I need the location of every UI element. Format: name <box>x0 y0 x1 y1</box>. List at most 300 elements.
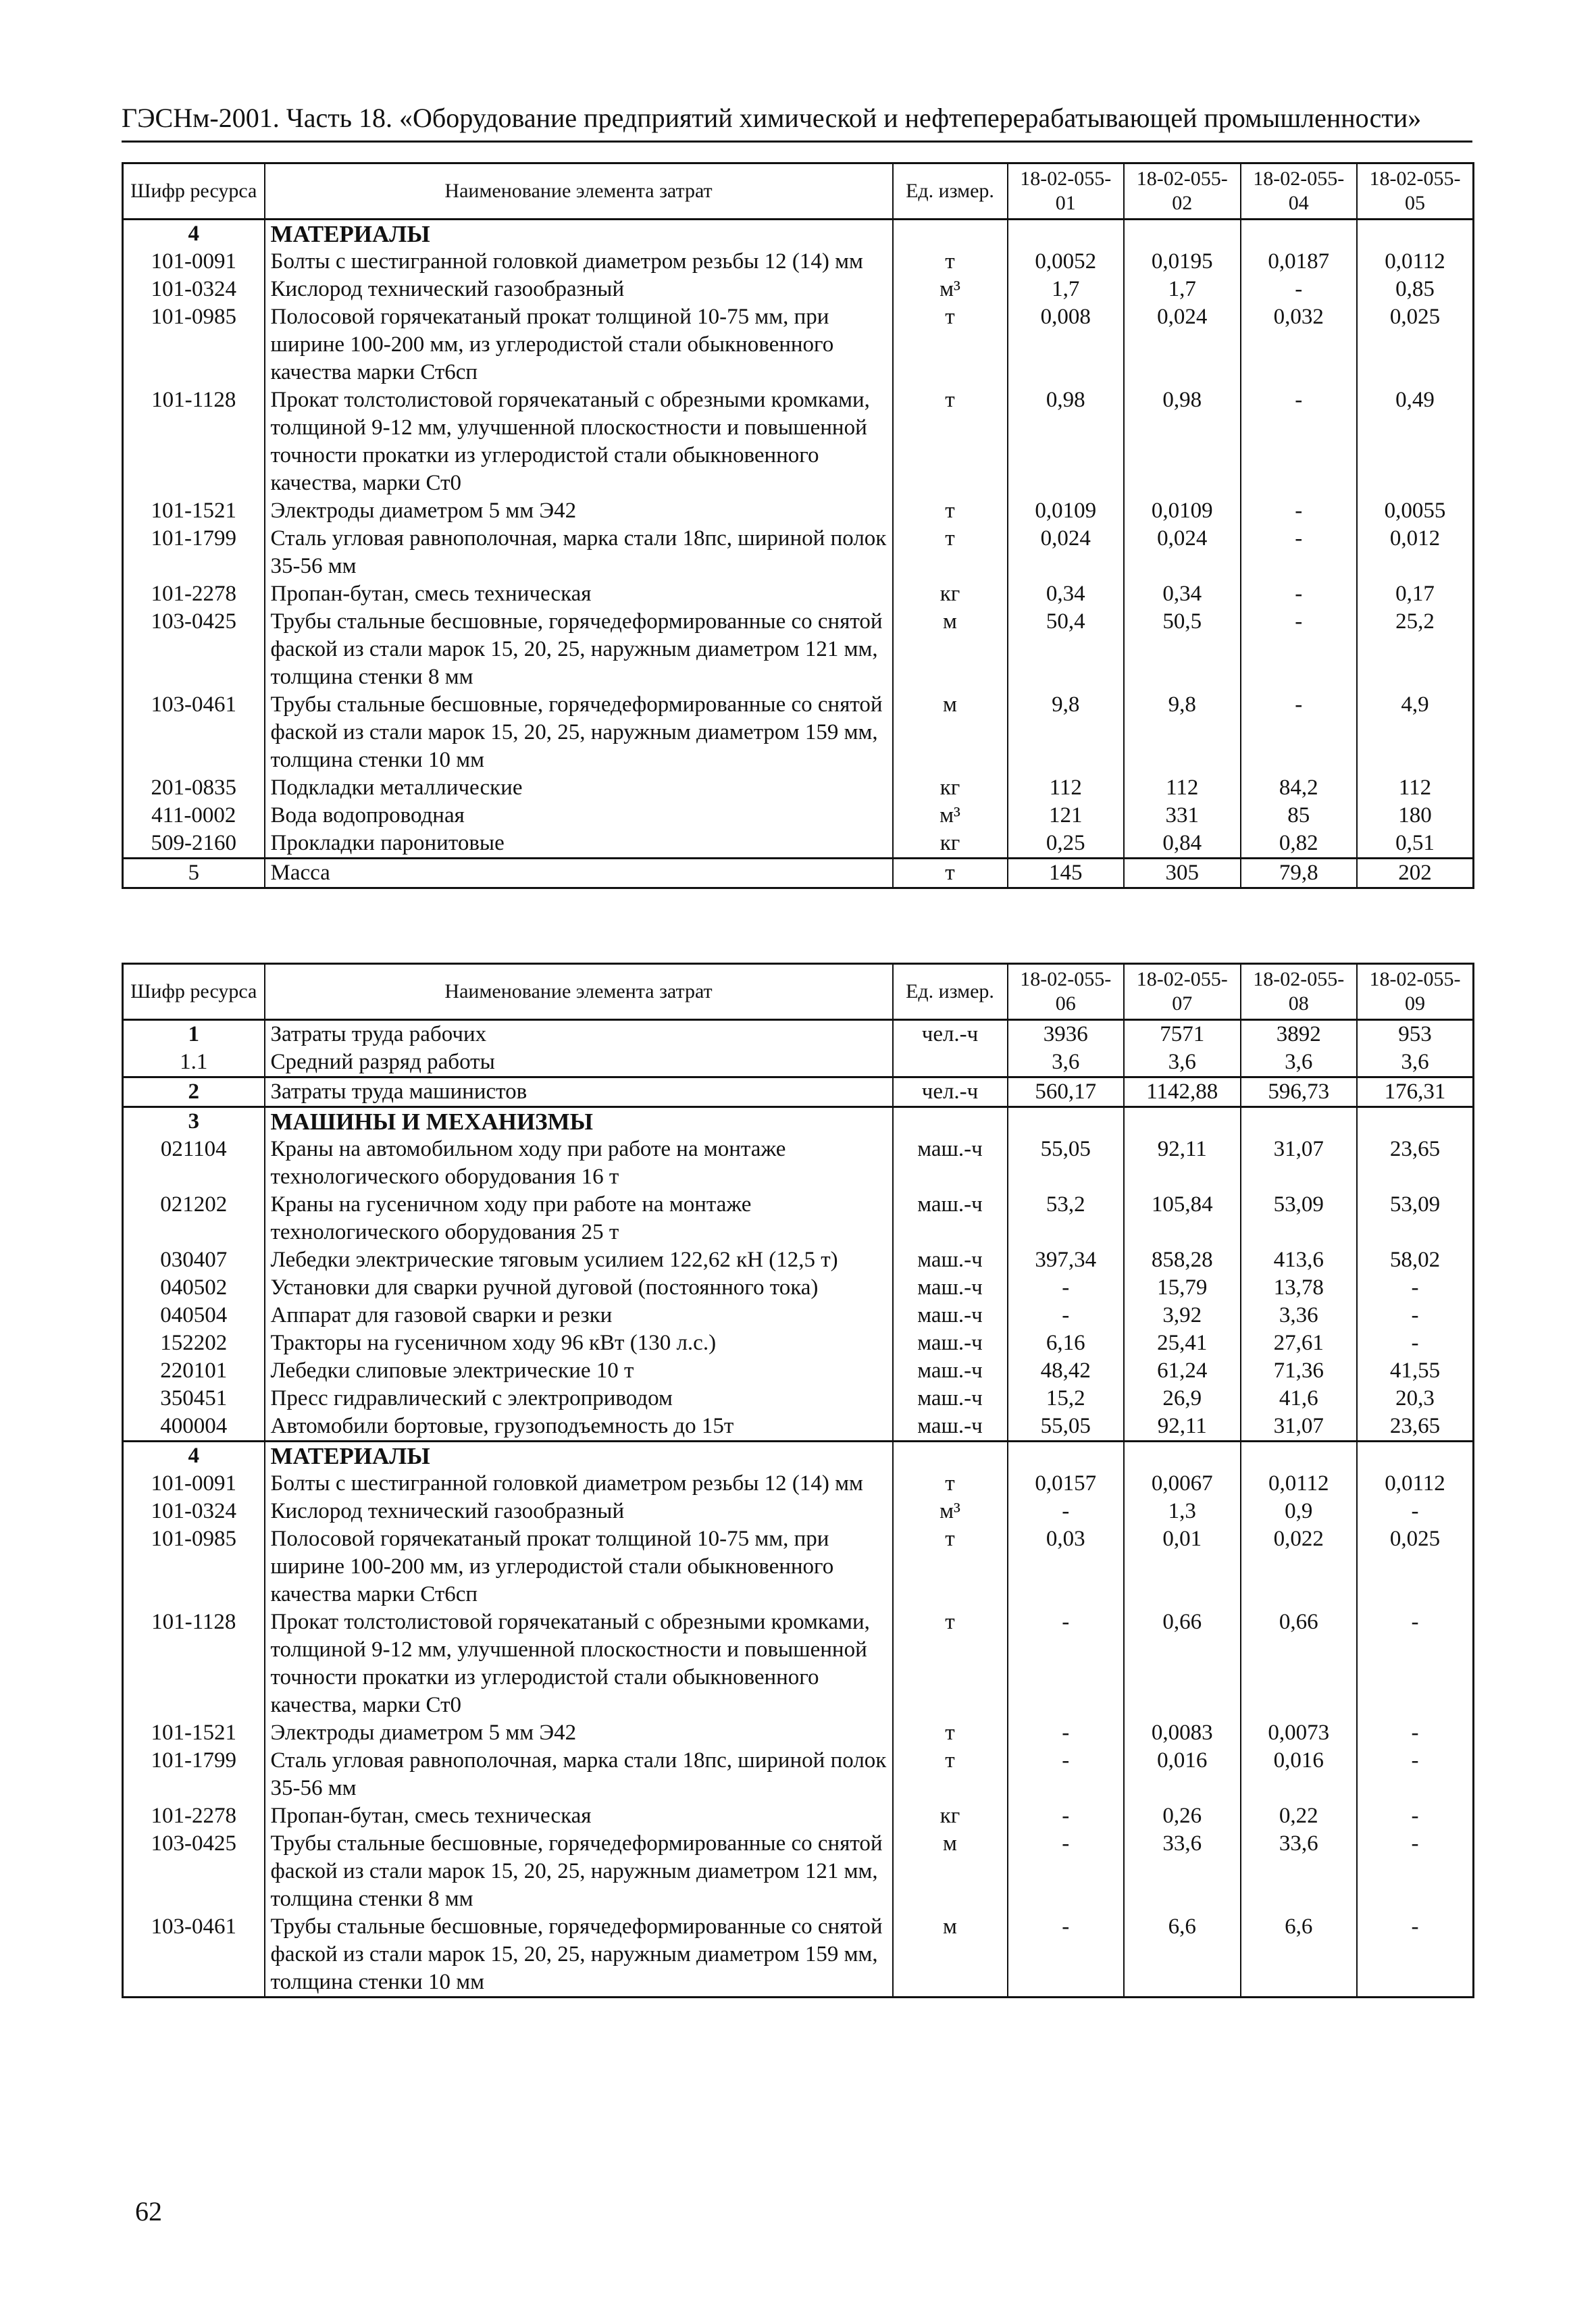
table-row <box>123 859 1474 888</box>
resource-code-cell: 101-2278 <box>123 580 265 608</box>
value-cell: 27,61 <box>1241 1329 1358 1357</box>
cost-element-name-cell: Полосовой горячекатаный прокат толщиной 10-75 мм, при ширине 100-200 мм, из углеродистой стали обыкновенного качества марки Ст6сп <box>265 303 893 386</box>
value-cell: 0,34 <box>1124 580 1241 608</box>
unit-cell <box>893 1107 1008 1136</box>
resource-code-cell: 411-0002 <box>123 802 265 830</box>
resource-code-cell: 350451 <box>123 1385 265 1413</box>
value-cell: 25,2 <box>1357 608 1474 691</box>
unit-cell: маш.-ч <box>893 1413 1008 1442</box>
value-cell <box>1241 1442 1358 1471</box>
value-cell: - <box>1357 1802 1474 1830</box>
cost-element-name-cell: Сталь угловая равнополочная, марка стали 18пс, шириной полок 35-56 мм <box>265 1747 893 1802</box>
value-cell: 0,024 <box>1124 303 1241 386</box>
table-1-header <box>123 163 1474 220</box>
resource-code-cell: 2 <box>123 1077 265 1107</box>
cost-element-name-cell: Болты с шестигранной головкой диаметром резьбы 12 (14) мм <box>265 248 893 276</box>
resource-code-cell: 101-1799 <box>123 1747 265 1802</box>
cost-element-name-cell: Прокладки паронитовые <box>265 830 893 859</box>
table-row <box>123 1357 1474 1385</box>
value-cell: - <box>1241 276 1358 303</box>
value-cell: 0,0067 <box>1124 1470 1241 1498</box>
cost-element-name-cell: Подкладки металлические <box>265 774 893 802</box>
unit-cell: т <box>893 525 1008 580</box>
value-cell: 0,98 <box>1124 386 1241 497</box>
cost-element-name-cell: Трубы стальные бесшовные, горячедеформированные со снятой фаской из стали марок 15, 20, 25, наружным диаметром 159 мм, толщина стенки 10 мм <box>265 1913 893 1998</box>
table-row <box>123 1020 1474 1049</box>
value-cell: 0,0052 <box>1008 248 1125 276</box>
cost-element-name-cell: Прокат толстолистовой горячекатаный с обрезными кромками, толщиной 9-12 мм, улучшенной плоскостности и повышенной точности прокатки из углеродистой стали обыкновенного качества, марки Ст0 <box>265 1608 893 1719</box>
table-row <box>123 497 1474 525</box>
value-cell: 3,6 <box>1124 1048 1241 1077</box>
page-header-title: ГЭСНм-2001. Часть 18. «Оборудование предприятий химической и нефтеперерабатывающей промышленности» <box>122 103 1422 133</box>
table-row <box>123 1470 1474 1498</box>
unit-cell: чел.-ч <box>893 1020 1008 1049</box>
resource-code-cell: 1.1 <box>123 1048 265 1077</box>
table-row <box>123 1525 1474 1608</box>
value-cell: 1,3 <box>1124 1498 1241 1525</box>
value-cell: - <box>1357 1274 1474 1302</box>
cost-element-name-cell: Трубы стальные бесшовные, горячедеформированные со снятой фаской из стали марок 15, 20, 25, наружным диаметром 121 мм, толщина стенки 8 мм <box>265 608 893 691</box>
column-header: 18-02-055-07 <box>1124 964 1241 1020</box>
value-cell: - <box>1008 1747 1125 1802</box>
unit-cell: кг <box>893 830 1008 859</box>
cost-element-name-cell: Болты с шестигранной головкой диаметром резьбы 12 (14) мм <box>265 1470 893 1498</box>
value-cell: 202 <box>1357 859 1474 888</box>
value-cell: 305 <box>1124 859 1241 888</box>
unit-cell: маш.-ч <box>893 1357 1008 1385</box>
value-cell: 0,0109 <box>1008 497 1125 525</box>
value-cell: - <box>1357 1329 1474 1357</box>
value-cell: 0,0109 <box>1124 497 1241 525</box>
value-cell: 1142,88 <box>1124 1077 1241 1107</box>
value-cell: 50,4 <box>1008 608 1125 691</box>
column-header: 18-02-055-05 <box>1357 163 1474 220</box>
value-cell: 55,05 <box>1008 1136 1125 1191</box>
cost-element-name-cell: Сталь угловая равнополочная, марка стали 18пс, шириной полок 35-56 мм <box>265 525 893 580</box>
value-cell: 3,6 <box>1357 1048 1474 1077</box>
value-cell <box>1357 1442 1474 1471</box>
table-row <box>123 248 1474 276</box>
value-cell: 560,17 <box>1008 1077 1125 1107</box>
value-cell: 180 <box>1357 802 1474 830</box>
resource-code-cell: 101-0985 <box>123 303 265 386</box>
table-row <box>123 1246 1474 1274</box>
resource-code-cell: 4 <box>123 1442 265 1471</box>
unit-cell: чел.-ч <box>893 1077 1008 1107</box>
resource-code-cell: 201-0835 <box>123 774 265 802</box>
table-row <box>123 1802 1474 1830</box>
resource-code-cell: 101-2278 <box>123 1802 265 1830</box>
value-cell: 0,25 <box>1008 830 1125 859</box>
table-row <box>123 1413 1474 1442</box>
table-row <box>123 1048 1474 1077</box>
value-cell: 0,016 <box>1241 1747 1358 1802</box>
value-cell: 92,11 <box>1124 1136 1241 1191</box>
unit-cell: маш.-ч <box>893 1302 1008 1329</box>
value-cell: 7571 <box>1124 1020 1241 1049</box>
value-cell: 121 <box>1008 802 1125 830</box>
value-cell: 79,8 <box>1241 859 1358 888</box>
unit-cell: маш.-ч <box>893 1246 1008 1274</box>
table-1-body <box>123 220 1474 888</box>
value-cell: 0,012 <box>1357 525 1474 580</box>
resource-code-cell: 101-0324 <box>123 276 265 303</box>
value-cell: 1,7 <box>1124 276 1241 303</box>
header-rule <box>122 141 1472 143</box>
resource-code-cell: 103-0425 <box>123 1830 265 1913</box>
unit-cell: т <box>893 1747 1008 1802</box>
table-row <box>123 1077 1474 1107</box>
column-header: Наименование элемента затрат <box>265 964 893 1020</box>
resource-code-cell: 400004 <box>123 1413 265 1442</box>
table-row <box>123 580 1474 608</box>
value-cell: - <box>1008 1274 1125 1302</box>
cost-element-name-cell: Затраты труда машинистов <box>265 1077 893 1107</box>
resource-code-cell: 103-0461 <box>123 691 265 774</box>
value-cell: 9,8 <box>1124 691 1241 774</box>
unit-cell: т <box>893 859 1008 888</box>
value-cell: 3892 <box>1241 1020 1358 1049</box>
value-cell: 0,01 <box>1124 1525 1241 1608</box>
resource-code-cell: 101-1799 <box>123 525 265 580</box>
value-cell: 0,66 <box>1241 1608 1358 1719</box>
value-cell: 0,024 <box>1008 525 1125 580</box>
value-cell <box>1124 1442 1241 1471</box>
cost-element-name-cell: Вода водопроводная <box>265 802 893 830</box>
table-row <box>123 1274 1474 1302</box>
cost-element-name-cell: Затраты труда рабочих <box>265 1020 893 1049</box>
value-cell: 3,92 <box>1124 1302 1241 1329</box>
value-cell: - <box>1008 1302 1125 1329</box>
unit-cell <box>893 1442 1008 1471</box>
value-cell: 0,032 <box>1241 303 1358 386</box>
table-row <box>123 1191 1474 1246</box>
resource-code-cell: 103-0461 <box>123 1913 265 1998</box>
value-cell: 0,024 <box>1124 525 1241 580</box>
unit-cell: м³ <box>893 276 1008 303</box>
unit-cell: т <box>893 1719 1008 1747</box>
cost-element-name-cell: Автомобили бортовые, грузоподъемность до 15т <box>265 1413 893 1442</box>
value-cell: 3,6 <box>1241 1048 1358 1077</box>
table-row <box>123 830 1474 859</box>
value-cell: 0,84 <box>1124 830 1241 859</box>
value-cell: - <box>1008 1498 1125 1525</box>
cost-element-name-cell: Полосовой горячекатаный прокат толщиной 10-75 мм, при ширине 100-200 мм, из углеродистой стали обыкновенного качества марки Ст6сп <box>265 1525 893 1608</box>
value-cell: - <box>1357 1830 1474 1913</box>
column-header: Ед. измер. <box>893 964 1008 1020</box>
value-cell: 4,9 <box>1357 691 1474 774</box>
resource-table-2 <box>122 963 1474 1998</box>
value-cell: - <box>1357 1498 1474 1525</box>
cost-element-name-cell: Установки для сварки ручной дуговой (постоянного тока) <box>265 1274 893 1302</box>
value-cell: 0,26 <box>1124 1802 1241 1830</box>
table-row <box>123 1442 1474 1471</box>
value-cell: 176,31 <box>1357 1077 1474 1107</box>
value-cell: 0,34 <box>1008 580 1125 608</box>
value-cell: 31,07 <box>1241 1136 1358 1191</box>
value-cell: 0,03 <box>1008 1525 1125 1608</box>
resource-code-cell: 101-1521 <box>123 1719 265 1747</box>
unit-cell: м <box>893 1830 1008 1913</box>
unit-cell: м³ <box>893 1498 1008 1525</box>
value-cell: 1,7 <box>1008 276 1125 303</box>
value-cell: 0,0112 <box>1357 1470 1474 1498</box>
value-cell: - <box>1008 1608 1125 1719</box>
value-cell <box>1357 1107 1474 1136</box>
table-row <box>123 691 1474 774</box>
value-cell: 6,6 <box>1241 1913 1358 1998</box>
value-cell: 0,022 <box>1241 1525 1358 1608</box>
unit-cell: маш.-ч <box>893 1136 1008 1191</box>
value-cell: - <box>1008 1913 1125 1998</box>
column-header: Наименование элемента затрат <box>265 163 893 220</box>
cost-element-name-cell: Пропан-бутан, смесь техническая <box>265 580 893 608</box>
value-cell: - <box>1008 1830 1125 1913</box>
value-cell: 0,025 <box>1357 303 1474 386</box>
value-cell <box>1241 1107 1358 1136</box>
table-row <box>123 525 1474 580</box>
value-cell: 48,42 <box>1008 1357 1125 1385</box>
value-cell: 0,0112 <box>1357 248 1474 276</box>
value-cell: 55,05 <box>1008 1413 1125 1442</box>
value-cell: 0,51 <box>1357 830 1474 859</box>
table-row <box>123 774 1474 802</box>
value-cell <box>1241 220 1358 249</box>
column-header: 18-02-055-09 <box>1357 964 1474 1020</box>
resource-code-cell: 101-1128 <box>123 1608 265 1719</box>
value-cell: 3936 <box>1008 1020 1125 1049</box>
table-row <box>123 1136 1474 1191</box>
cost-element-name-cell: Трубы стальные бесшовные, горячедеформированные со снятой фаской из стали марок 15, 20, 25, наружным диаметром 159 мм, толщина стенки 10 мм <box>265 691 893 774</box>
unit-cell <box>893 1048 1008 1077</box>
value-cell: 0,85 <box>1357 276 1474 303</box>
column-header: Шифр ресурса <box>123 163 265 220</box>
value-cell: 0,0083 <box>1124 1719 1241 1747</box>
value-cell: 0,49 <box>1357 386 1474 497</box>
value-cell: - <box>1357 1608 1474 1719</box>
unit-cell: кг <box>893 774 1008 802</box>
value-cell: 23,65 <box>1357 1136 1474 1191</box>
resource-code-cell: 4 <box>123 220 265 249</box>
value-cell: 0,0112 <box>1241 1470 1358 1498</box>
value-cell: 41,6 <box>1241 1385 1358 1413</box>
value-cell: 3,36 <box>1241 1302 1358 1329</box>
cost-element-name-cell: МАШИНЫ И МЕХАНИЗМЫ <box>265 1107 893 1136</box>
column-header: Ед. измер. <box>893 163 1008 220</box>
resource-code-cell: 101-1521 <box>123 497 265 525</box>
value-cell: - <box>1357 1913 1474 1998</box>
value-cell: - <box>1241 525 1358 580</box>
table-2-header <box>123 964 1474 1020</box>
value-cell: 15,2 <box>1008 1385 1125 1413</box>
value-cell: - <box>1008 1719 1125 1747</box>
value-cell: 61,24 <box>1124 1357 1241 1385</box>
value-cell: 397,34 <box>1008 1246 1125 1274</box>
value-cell: 23,65 <box>1357 1413 1474 1442</box>
value-cell: - <box>1241 691 1358 774</box>
value-cell: 0,82 <box>1241 830 1358 859</box>
table-row <box>123 303 1474 386</box>
column-header: 18-02-055-08 <box>1241 964 1358 1020</box>
table-2-body <box>123 1020 1474 1998</box>
unit-cell: т <box>893 386 1008 497</box>
unit-cell: т <box>893 1470 1008 1498</box>
value-cell: 0,66 <box>1124 1608 1241 1719</box>
unit-cell: маш.-ч <box>893 1191 1008 1246</box>
value-cell: - <box>1241 497 1358 525</box>
resource-code-cell: 021202 <box>123 1191 265 1246</box>
value-cell: 33,6 <box>1241 1830 1358 1913</box>
table-row <box>123 1385 1474 1413</box>
cost-element-name-cell: Электроды диаметром 5 мм Э42 <box>265 1719 893 1747</box>
column-header: 18-02-055-04 <box>1241 163 1358 220</box>
value-cell: 0,008 <box>1008 303 1125 386</box>
value-cell: 0,17 <box>1357 580 1474 608</box>
cost-element-name-cell: Трубы стальные бесшовные, горячедеформированные со снятой фаской из стали марок 15, 20, 25, наружным диаметром 121 мм, толщина стенки 8 мм <box>265 1830 893 1913</box>
resource-code-cell: 040502 <box>123 1274 265 1302</box>
value-cell <box>1124 1107 1241 1136</box>
value-cell: 331 <box>1124 802 1241 830</box>
value-cell: 85 <box>1241 802 1358 830</box>
column-header: Шифр ресурса <box>123 964 265 1020</box>
table-row <box>123 1719 1474 1747</box>
resource-table-1 <box>122 162 1474 889</box>
unit-cell: т <box>893 1608 1008 1719</box>
cost-element-name-cell: Пропан-бутан, смесь техническая <box>265 1802 893 1830</box>
unit-cell: маш.-ч <box>893 1329 1008 1357</box>
unit-cell: кг <box>893 580 1008 608</box>
unit-cell: маш.-ч <box>893 1385 1008 1413</box>
value-cell: 9,8 <box>1008 691 1125 774</box>
value-cell: 0,0187 <box>1241 248 1358 276</box>
value-cell: - <box>1357 1719 1474 1747</box>
value-cell: 26,9 <box>1124 1385 1241 1413</box>
cost-element-name-cell: Лебедки электрические тяговым усилием 122,62 кН (12,5 т) <box>265 1246 893 1274</box>
value-cell: - <box>1241 386 1358 497</box>
value-cell: 53,09 <box>1357 1191 1474 1246</box>
cost-element-name-cell: Кислород технический газообразный <box>265 1498 893 1525</box>
value-cell: 58,02 <box>1357 1246 1474 1274</box>
value-cell: 596,73 <box>1241 1077 1358 1107</box>
column-header: 18-02-055-06 <box>1008 964 1125 1020</box>
value-cell: 0,0073 <box>1241 1719 1358 1747</box>
table-row <box>123 1107 1474 1136</box>
cost-element-name-cell: Прокат толстолистовой горячекатаный с обрезными кромками, толщиной 9-12 мм, улучшенной плоскостности и повышенной точности прокатки из углеродистой стали обыкновенного качества, марки Ст0 <box>265 386 893 497</box>
value-cell: 53,09 <box>1241 1191 1358 1246</box>
value-cell: 84,2 <box>1241 774 1358 802</box>
table-row <box>123 1913 1474 1998</box>
cost-element-name-cell: Масса <box>265 859 893 888</box>
unit-cell: м <box>893 691 1008 774</box>
value-cell <box>1008 1107 1125 1136</box>
value-cell: 15,79 <box>1124 1274 1241 1302</box>
unit-cell: м <box>893 1913 1008 1998</box>
value-cell: 31,07 <box>1241 1413 1358 1442</box>
value-cell: 112 <box>1357 774 1474 802</box>
value-cell: - <box>1357 1302 1474 1329</box>
unit-cell: т <box>893 303 1008 386</box>
value-cell <box>1124 220 1241 249</box>
resource-code-cell: 101-0985 <box>123 1525 265 1608</box>
value-cell: 858,28 <box>1124 1246 1241 1274</box>
cost-element-name-cell: МАТЕРИАЛЫ <box>265 1442 893 1471</box>
value-cell: 6,6 <box>1124 1913 1241 1998</box>
value-cell: 6,16 <box>1008 1329 1125 1357</box>
table-row <box>123 1329 1474 1357</box>
cost-element-name-cell: Аппарат для газовой сварки и резки <box>265 1302 893 1329</box>
cost-element-name-cell: Тракторы на гусеничном ходу 96 кВт (130 л.с.) <box>265 1329 893 1357</box>
table-row <box>123 1830 1474 1913</box>
value-cell: - <box>1241 608 1358 691</box>
value-cell: 53,2 <box>1008 1191 1125 1246</box>
unit-cell: т <box>893 248 1008 276</box>
value-cell: 413,6 <box>1241 1246 1358 1274</box>
resource-code-cell: 101-0091 <box>123 1470 265 1498</box>
value-cell: 13,78 <box>1241 1274 1358 1302</box>
unit-cell: т <box>893 1525 1008 1608</box>
cost-element-name-cell: Средний разряд работы <box>265 1048 893 1077</box>
resource-code-cell: 101-0324 <box>123 1498 265 1525</box>
value-cell: 0,025 <box>1357 1525 1474 1608</box>
table-row <box>123 1608 1474 1719</box>
value-cell: - <box>1008 1802 1125 1830</box>
resource-code-cell: 103-0425 <box>123 608 265 691</box>
unit-cell: маш.-ч <box>893 1274 1008 1302</box>
unit-cell: м³ <box>893 802 1008 830</box>
resource-code-cell: 3 <box>123 1107 265 1136</box>
table-row <box>123 276 1474 303</box>
value-cell: 3,6 <box>1008 1048 1125 1077</box>
unit-cell: м <box>893 608 1008 691</box>
cost-element-name-cell: Пресс гидравлический с электроприводом <box>265 1385 893 1413</box>
value-cell <box>1357 220 1474 249</box>
table-row <box>123 220 1474 249</box>
table-row <box>123 386 1474 497</box>
table-row <box>123 608 1474 691</box>
value-cell: 50,5 <box>1124 608 1241 691</box>
value-cell: 105,84 <box>1124 1191 1241 1246</box>
value-cell <box>1008 1442 1125 1471</box>
column-header: 18-02-055-02 <box>1124 163 1241 220</box>
value-cell: 112 <box>1124 774 1241 802</box>
value-cell: 953 <box>1357 1020 1474 1049</box>
cost-element-name-cell: Кислород технический газообразный <box>265 276 893 303</box>
value-cell: - <box>1357 1747 1474 1802</box>
value-cell: 0,016 <box>1124 1747 1241 1802</box>
resource-code-cell: 101-0091 <box>123 248 265 276</box>
value-cell: 112 <box>1008 774 1125 802</box>
resource-code-cell: 1 <box>123 1020 265 1049</box>
value-cell: 20,3 <box>1357 1385 1474 1413</box>
table-row <box>123 1498 1474 1525</box>
value-cell: 71,36 <box>1241 1357 1358 1385</box>
resource-code-cell: 021104 <box>123 1136 265 1191</box>
resource-code-cell: 101-1128 <box>123 386 265 497</box>
cost-element-name-cell: МАТЕРИАЛЫ <box>265 220 893 249</box>
page-number: 62 <box>135 2196 162 2227</box>
column-header: 18-02-055-01 <box>1008 163 1125 220</box>
value-cell: 0,0055 <box>1357 497 1474 525</box>
value-cell: 0,0157 <box>1008 1470 1125 1498</box>
cost-element-name-cell: Краны на гусеничном ходу при работе на монтаже технологического оборудования 25 т <box>265 1191 893 1246</box>
value-cell: 145 <box>1008 859 1125 888</box>
value-cell: 0,98 <box>1008 386 1125 497</box>
value-cell: 0,9 <box>1241 1498 1358 1525</box>
table-row <box>123 1747 1474 1802</box>
unit-cell: кг <box>893 1802 1008 1830</box>
cost-element-name-cell: Краны на автомобильном ходу при работе на монтаже технологического оборудования 16 т <box>265 1136 893 1191</box>
value-cell: 25,41 <box>1124 1329 1241 1357</box>
